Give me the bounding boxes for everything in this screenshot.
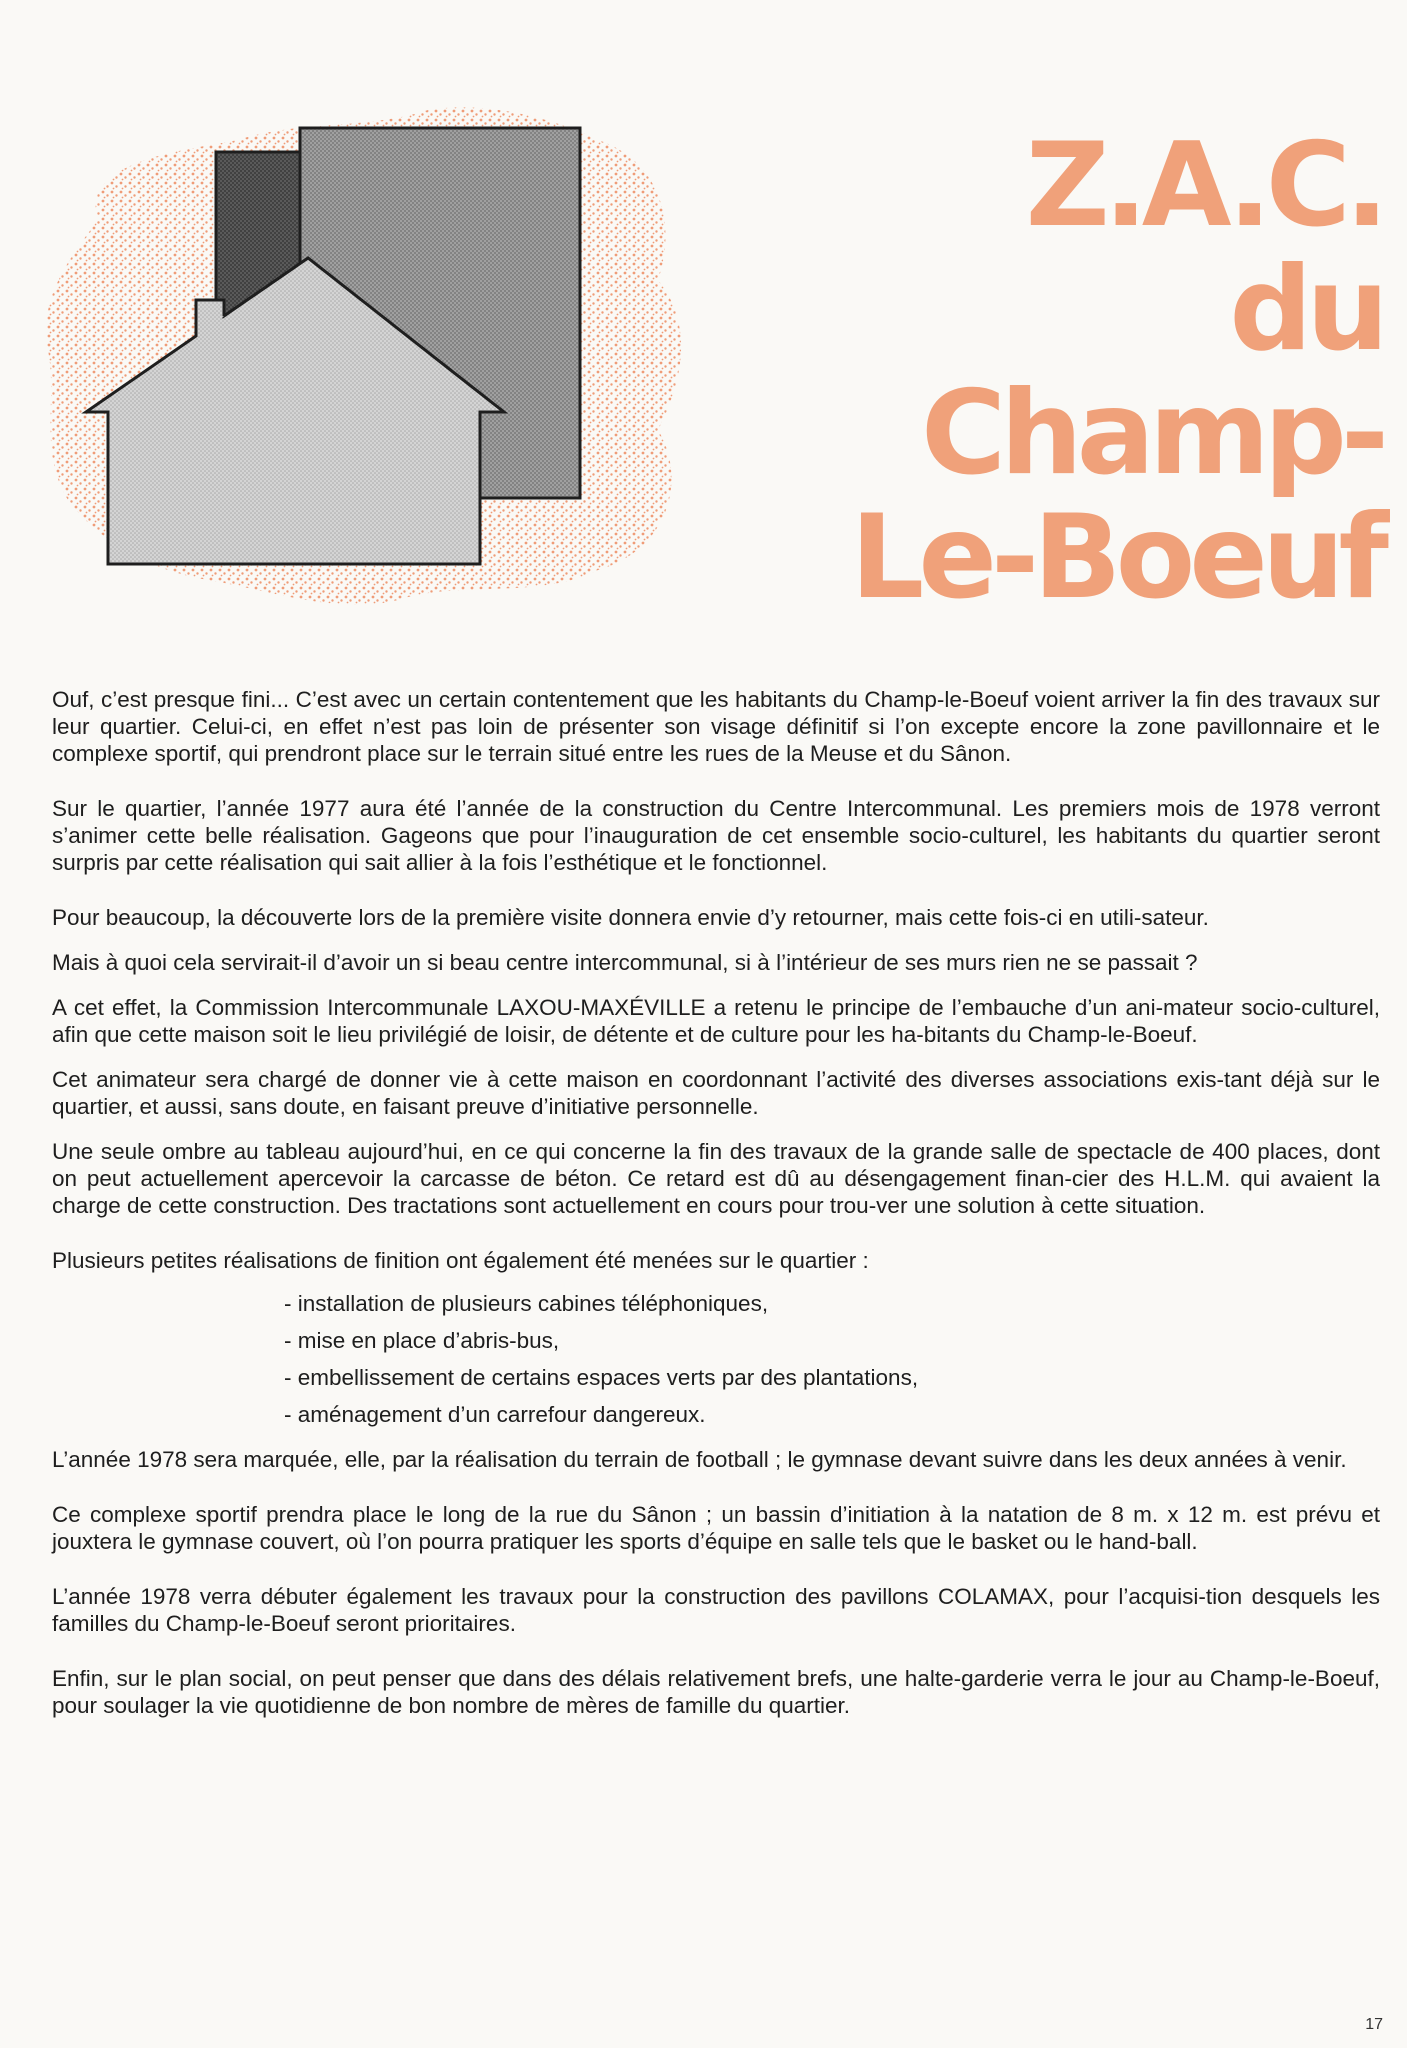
page-number: 17 (1365, 2016, 1383, 2033)
paragraph: A cet effet, la Commission Intercommunale LAXOU-MAXÉVILLE a retenu le principe de l’embauche d’un ani-mateur socio-culturel, afin que cette maison soit le lieu privilégié de loisir, de détente et de culture pour les ha-bitants du Champ-le-Boeuf. (52, 995, 1380, 1047)
title-line-1: Z.A.C. (1025, 118, 1383, 253)
paragraph: L’année 1978 sera marquée, elle, par la réalisation du terrain de football ; le gymnase devant suivre dans les deux années à venir. (52, 1447, 1347, 1472)
page-title (783, 118, 1383, 625)
title-line-2: du (1229, 242, 1383, 377)
article-body (52, 686, 1380, 1719)
list-item: - aménagement d’un carrefour dangereux. (284, 1401, 1380, 1428)
paragraph: Cet animateur sera chargé de donner vie à cette maison en coordonnant l’activité des diverses associations exis-tant déjà sur le quartier, et aussi, sans doute, en faisant preuve d’initiative personnelle. (52, 1067, 1380, 1119)
paragraph: Plusieurs petites réalisations de finition ont également été menées sur le quartier : (52, 1248, 869, 1273)
bullet-list (284, 1290, 1380, 1428)
house-and-buildings-icon (38, 100, 728, 620)
paragraph: L’année 1978 verra débuter également les travaux pour la construction des pavillons COLAMAX, pour l’acquisi-tion desquels les familles du Champ-le-Boeuf seront prioritaires. (52, 1584, 1380, 1636)
paragraph: Mais à quoi cela servirait-il d’avoir un si beau centre intercommunal, si à l’intérieur de ses murs rien ne se passait ? (52, 950, 1198, 975)
list-item: - embellissement de certains espaces verts par des plantations, (284, 1364, 1380, 1391)
paragraph: Ce complexe sportif prendra place le long de la rue du Sânon ; un bassin d’initiation à la natation de 8 m. x 12 m. est prévu et jouxtera le gymnase couvert, où l’on pourra pratiquer les sports d’équipe en salle tels que le basket ou le hand-ball. (52, 1502, 1380, 1554)
list-item: - installation de plusieurs cabines téléphoniques, (284, 1290, 1380, 1317)
title-line-3: Champ- (920, 366, 1383, 501)
paragraph: Enfin, sur le plan social, on peut penser que dans des délais relativement brefs, une halte-garderie verra le jour au Champ-le-Boeuf, pour soulager la vie quotidienne de bon nombre de mères de famille du quartier. (52, 1666, 1380, 1718)
paragraph: Pour beaucoup, la découverte lors de la première visite donnera envie d’y retourner, mais cette fois-ci en utili-sateur. (52, 905, 1209, 930)
paragraph: Ouf, c’est presque fini... C’est avec un certain contentement que les habitants du Champ-le-Boeuf voient arriver la fin des travaux sur leur quartier. Celui-ci, en effet n’est pas loin de présenter son visage définitif si l’on excepte encore la zone pavillonnaire et le complexe sportif, qui prendront place sur le terrain situé entre les rues de la Meuse et du Sânon. (52, 687, 1380, 766)
paragraph: Une seule ombre au tableau aujourd’hui, en ce qui concerne la fin des travaux de la grande salle de spectacle de 400 places, dont on peut actuellement apercevoir la carcasse de béton. Ce retard est dû au désengagement finan-cier des H.L.M. qui avaient la charge de cette construction. Des tractations sont actuellement en cours pour trou-ver une solution à cette situation. (52, 1139, 1380, 1218)
list-item: - mise en place d’abris-bus, (284, 1327, 1380, 1354)
paragraph: Sur le quartier, l’année 1977 aura été l’année de la construction du Centre Intercommunal. Les premiers mois de 1978 verront s’animer cette belle réalisation. Gageons que pour l’inauguration de cet ensemble socio-culturel, les habitants du quartier seront surpris par cette réalisation qui sait allier à la fois l’esthétique et le fonctionnel. (52, 796, 1380, 875)
title-line-4: Le-Boeuf (850, 490, 1383, 625)
